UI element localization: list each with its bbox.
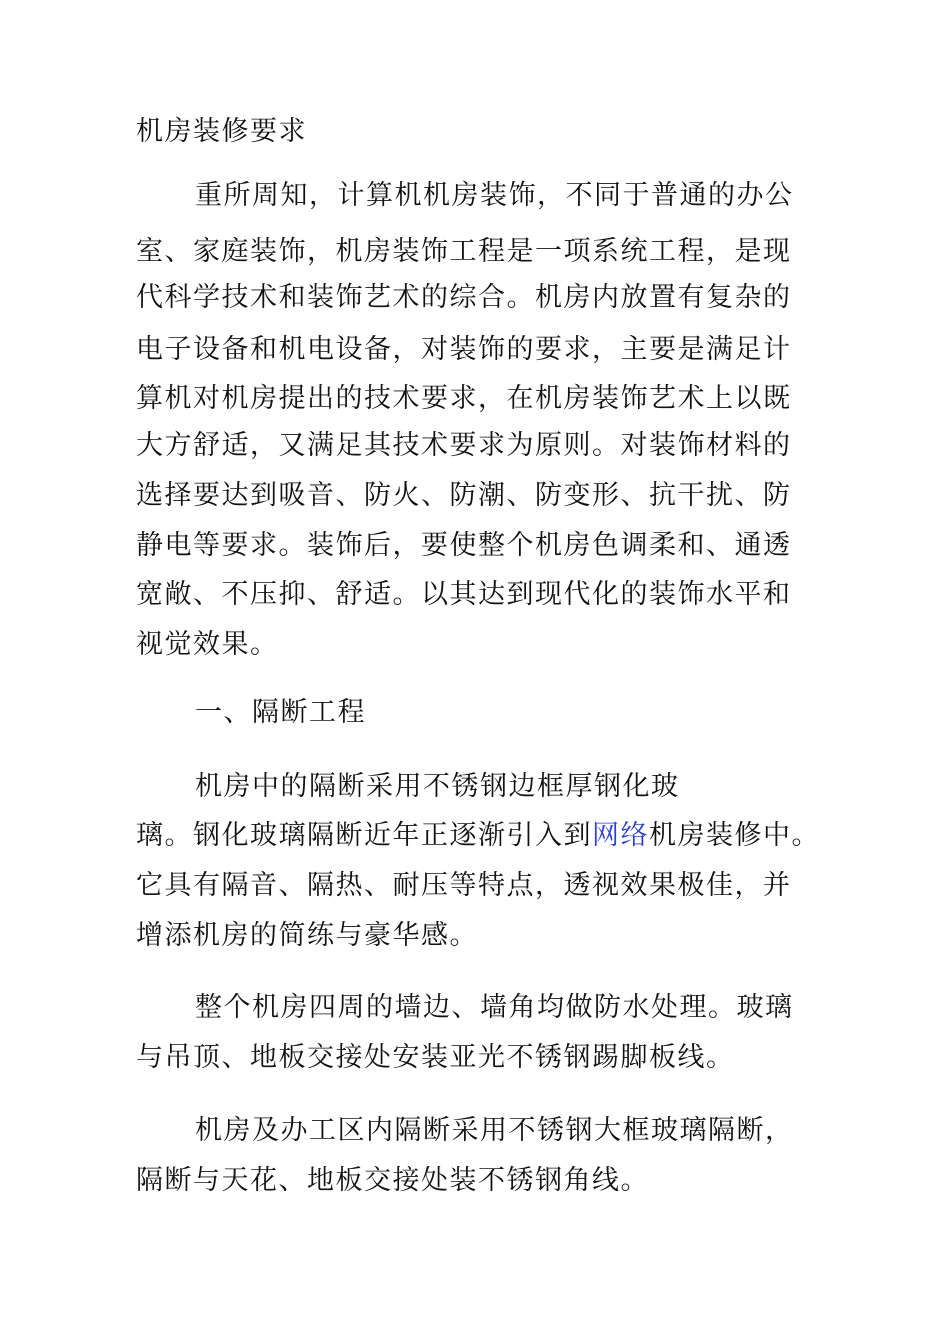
paragraph-3-line: 整个机房四周的墙边、墙角均做防水处理。玻璃 bbox=[195, 992, 794, 1023]
paragraph-2-line: 增添机房的简练与豪华感。 bbox=[136, 920, 478, 951]
paragraph-2-line: 机房中的隔断采用不锈钢边框厚钢化玻 bbox=[195, 771, 680, 802]
paragraph-1-line: 重所周知，计算机机房装饰，不同于普通的办公 bbox=[195, 180, 794, 211]
paragraph-2-line: 它具有隔音、隔热、耐压等特点，透视效果极佳，并 bbox=[136, 870, 792, 901]
network-link[interactable]: 网络 bbox=[592, 820, 649, 851]
section-heading: 一、隔断工程 bbox=[195, 697, 366, 728]
paragraph-1-line: 选择要达到吸音、防火、防潮、防变形、抗干扰、防 bbox=[136, 480, 792, 511]
paragraph-2-text: 机房装修中。 bbox=[649, 820, 820, 851]
paragraph-4-line: 隔断与天花、地板交接处装不锈钢角线。 bbox=[136, 1165, 649, 1196]
paragraph-4-line: 机房及办工区内隔断采用不锈钢大框玻璃隔断， bbox=[195, 1115, 794, 1146]
paragraph-1-line: 电子设备和机电设备，对装饰的要求，主要是满足计 bbox=[136, 334, 792, 365]
paragraph-1-line: 代科学技术和装饰艺术的综合。机房内放置有复杂的 bbox=[136, 282, 792, 313]
paragraph-1-line: 大方舒适，又满足其技术要求为原则。对装饰材料的 bbox=[136, 430, 792, 461]
paragraph-1-line: 宽敞、不压抑、舒适。以其达到现代化的装饰水平和 bbox=[136, 579, 792, 610]
paragraph-1-line: 静电等要求。装饰后，要使整个机房色调柔和、通透 bbox=[136, 530, 792, 561]
paragraph-3-line: 与吊顶、地板交接处安装亚光不锈钢踢脚板线。 bbox=[136, 1042, 735, 1073]
paragraph-1-line: 视觉效果。 bbox=[136, 629, 279, 660]
paragraph-2-text: 璃。钢化玻璃隔断近年正逐渐引入到 bbox=[136, 820, 592, 851]
paragraph-1-line: 算机对机房提出的技术要求，在机房装饰艺术上以既 bbox=[136, 383, 792, 414]
paragraph-2-line bbox=[136, 818, 820, 854]
paragraph-1-line: 室、家庭装饰，机房装饰工程是一项系统工程，是现 bbox=[136, 236, 792, 267]
document-title: 机房装修要求 bbox=[136, 116, 307, 147]
